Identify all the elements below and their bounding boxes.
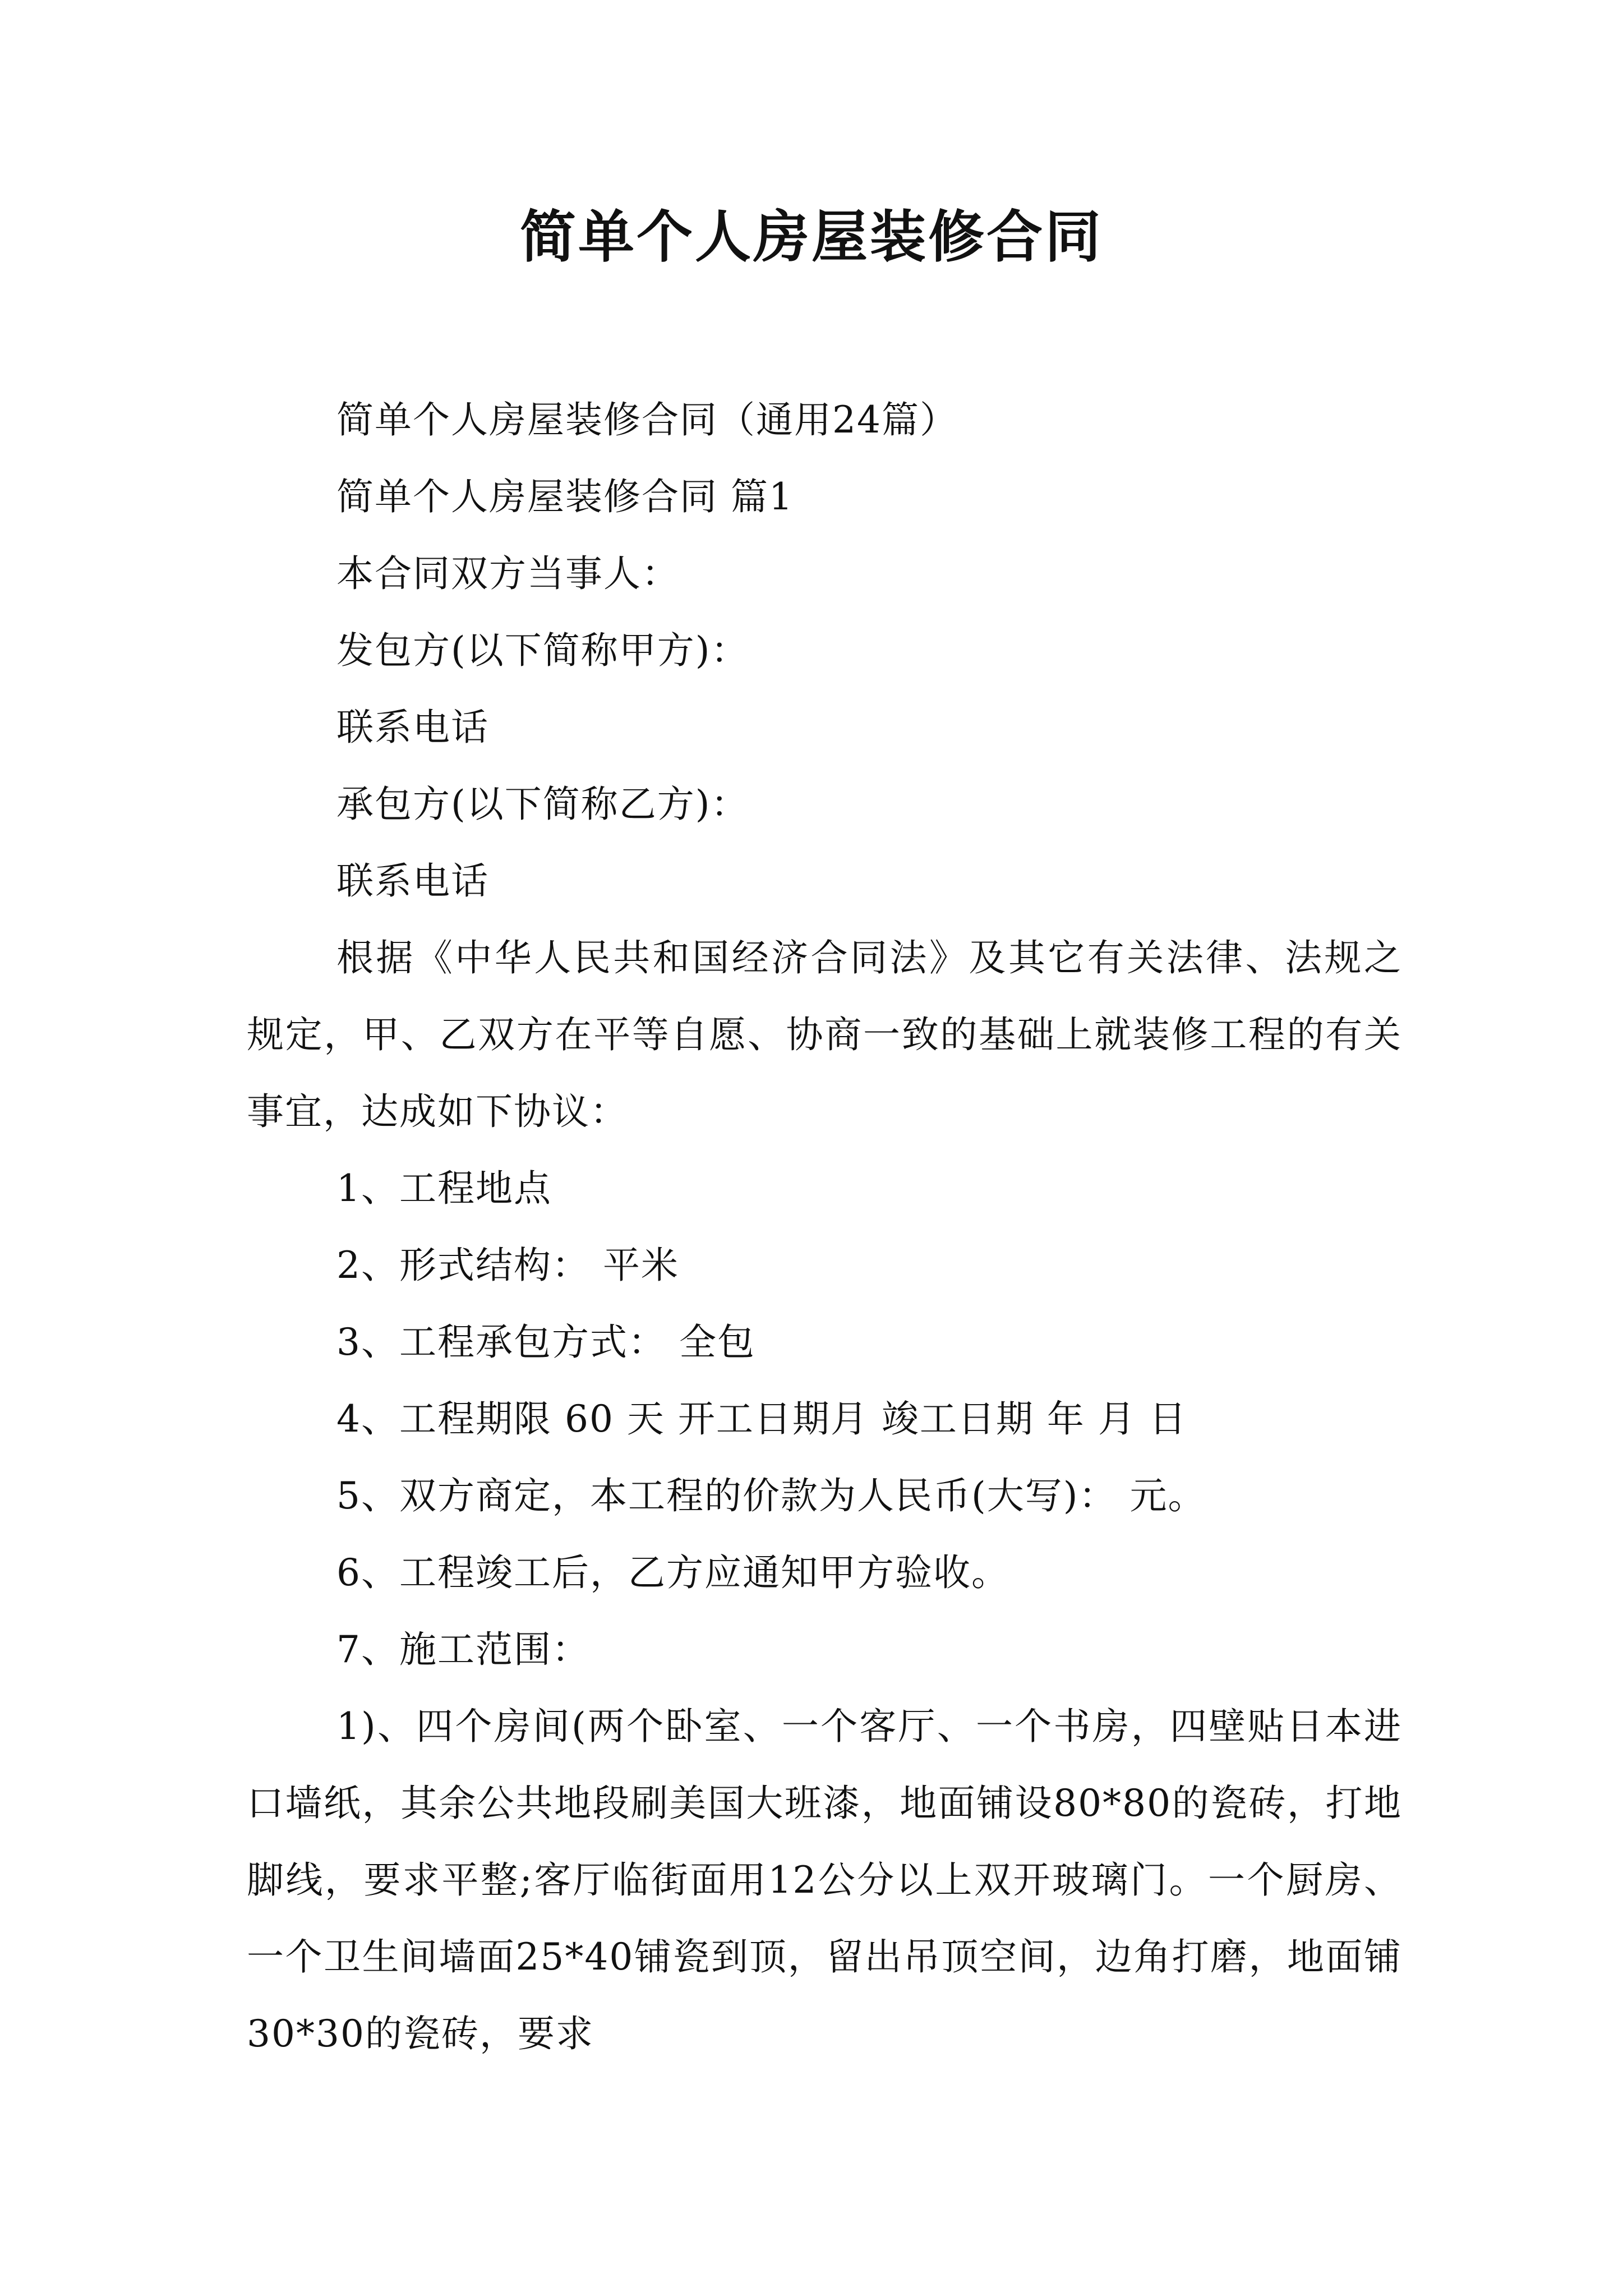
paragraph-party-b-phone: 联系电话 <box>336 859 489 903</box>
document-body <box>247 381 1402 2072</box>
paragraph-legal-basis: 根据《中华人民共和国经济合同法》及其它有关法律、法规之规定，甲、乙双方在平等自愿、协商一致的基础上就装修工程的有关事宜，达成如下协议： <box>247 936 1402 1133</box>
paragraph-clause-6: 6、工程竣工后，乙方应通知甲方验收。 <box>336 1551 1009 1594</box>
paragraph-party-b: 承包方(以下简称乙方)： <box>336 783 749 826</box>
paragraph-clause-2: 2、形式结构： 平米 <box>336 1244 679 1287</box>
paragraph-clause-4: 4、工程期限 60 天 开工日期月 竣工日期 年 月 日 <box>336 1397 1187 1441</box>
paragraph-clause-3: 3、工程承包方式： 全包 <box>336 1320 755 1364</box>
paragraph-chapter-heading: 简单个人房屋装修合同 篇1 <box>336 475 794 518</box>
paragraph-subtitle: 简单个人房屋装修合同（通用24篇） <box>336 398 958 441</box>
paragraph-parties-intro: 本合同双方当事人： <box>336 552 680 595</box>
paragraph-clause-1: 1、工程地点 <box>336 1167 552 1210</box>
paragraph-construction-scope: 1)、四个房间(两个卧室、一个客厅、一个书房，四壁贴日本进口墙纸，其余公共地段刷美国大班漆，地面铺设80*80的瓷砖，打地脚线，要求平整;客厅临街面用12公分以上双开玻璃门。一个厨房、一个卫生间墙面25*40铺瓷到顶，留出吊顶空间，边角打磨，地面铺30*30的瓷砖，要求 <box>247 1705 1402 2055</box>
paragraph-clause-5: 5、双方商定，本工程的价款为人民币(大写)： 元。 <box>336 1474 1206 1517</box>
paragraph-party-a: 发包方(以下简称甲方)： <box>336 629 749 672</box>
paragraph-party-a-phone: 联系电话 <box>336 706 489 749</box>
document-title: 简单个人房屋装修合同 <box>520 204 1103 270</box>
paragraph-clause-7: 7、施工范围： <box>336 1628 590 1671</box>
